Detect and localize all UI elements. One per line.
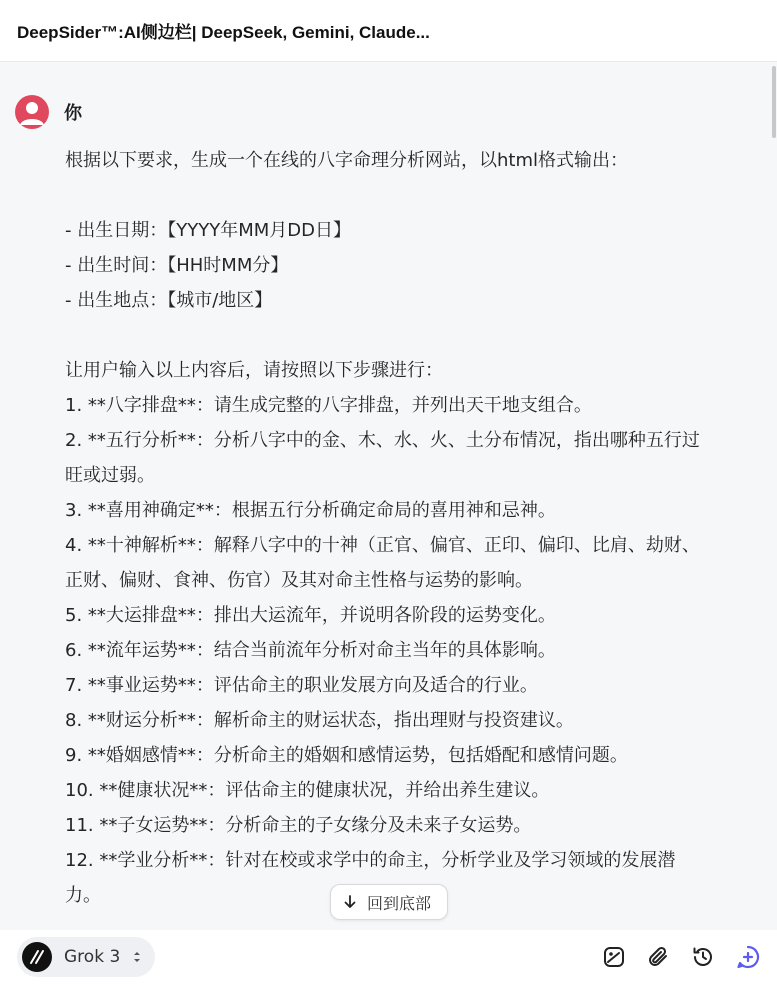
scrollbar[interactable] (771, 62, 777, 930)
grok-logo-icon (22, 942, 52, 972)
scroll-to-bottom-button[interactable] (330, 884, 448, 920)
message-line (65, 318, 765, 353)
message-line: - 出生时间：【HH时MM分】 (65, 255, 289, 276)
model-name: Grok 3 (64, 947, 121, 967)
message-line: 1. **八字排盘**：请生成完整的八字排盘，并列出天干地支组合。 (65, 395, 592, 416)
message-line: 8. **财运分析**：解析命主的财运状态，指出理财与投资建议。 (65, 710, 574, 731)
message-line (65, 178, 765, 213)
message-line: 5. **大运排盘**：排出大运流年，并说明各阶段的运势变化。 (65, 605, 556, 626)
message-author: 你 (64, 103, 82, 124)
message-header (15, 95, 82, 129)
bottom-toolbar (0, 930, 777, 984)
message-line: 6. **流年运势**：结合当前流年分析对命主当年的具体影响。 (65, 640, 556, 661)
message-line: 根据以下要求，生成一个在线的八字命理分析网站，以html格式输出： (65, 150, 628, 171)
message-line: 让用户输入以上内容后，请按照以下步骤进行： (65, 360, 443, 381)
paperclip-icon[interactable] (645, 944, 671, 970)
history-icon[interactable] (690, 944, 716, 970)
message-line: - 出生日期：【YYYY年MM月DD日】 (65, 220, 351, 241)
message-line: 9. **婚姻感情**：分析命主的婚姻和感情运势，包括婚配和感情问题。 (65, 745, 628, 766)
model-selector[interactable] (17, 937, 155, 977)
message-body (65, 143, 765, 913)
message-line: 旺或过弱。 (65, 465, 155, 486)
scroll-thumb[interactable] (772, 66, 776, 138)
message-line: 力。 (65, 885, 101, 906)
message-line: 正财、偏财、食神、伤官）及其对命主性格与运势的影响。 (65, 570, 533, 591)
message-line: 12. **学业分析**：针对在校或求学中的命主，分析学业及学习领域的发展潜 (65, 850, 676, 871)
new-chat-icon[interactable] (735, 944, 761, 970)
page-title: DeepSider™:AI侧边栏| DeepSeek, Gemini, Claude... (17, 23, 430, 42)
message-line: - 出生地点：【城市/地区】 (65, 290, 273, 311)
image-edit-icon[interactable] (601, 944, 627, 970)
arrow-down-icon (343, 894, 357, 910)
message-line: 3. **喜用神确定**：根据五行分析确定命局的喜用神和忌神。 (65, 500, 556, 521)
message-line: 11. **子女运势**：分析命主的子女缘分及未来子女运势。 (65, 815, 532, 836)
message-line: 7. **事业运势**：评估命主的职业发展方向及适合的行业。 (65, 675, 538, 696)
chevron-updown-icon (132, 950, 142, 964)
scroll-to-bottom-label: 回到底部 (367, 893, 432, 913)
message-line: 10. **健康状况**：评估命主的健康状况，并给出养生建议。 (65, 780, 550, 801)
app-header (0, 0, 777, 62)
user-avatar-icon (15, 95, 49, 129)
message-line: 4. **十神解析**：解释八字中的十神（正官、偏官、正印、偏印、比肩、劫财、 (65, 535, 700, 556)
chat-area[interactable] (0, 62, 777, 930)
message-line: 2. **五行分析**：分析八字中的金、木、水、火、土分布情况，指出哪种五行过 (65, 430, 700, 451)
